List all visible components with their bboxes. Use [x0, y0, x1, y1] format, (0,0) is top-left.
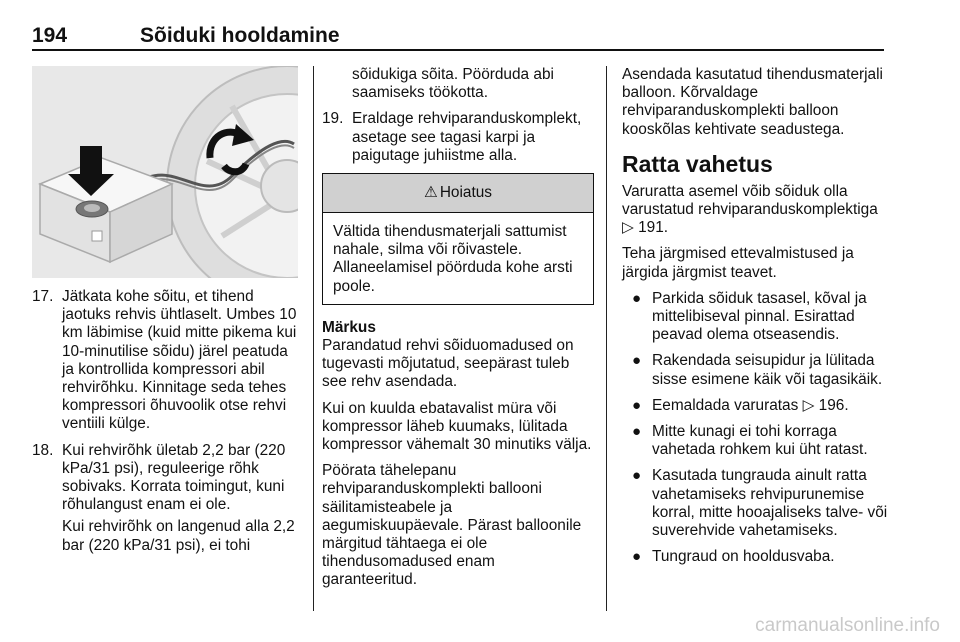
section-heading: Ratta vahetus	[622, 150, 773, 177]
bullet-icon: ●	[632, 548, 642, 566]
bullet-icon: ●	[632, 423, 642, 441]
step-text: Eraldage rehviparanduskomplekt, asetage see tagasi karpi ja paigutage juhiistme alla.	[352, 110, 582, 164]
step-19	[322, 110, 594, 165]
warning-icon: ⚠	[424, 183, 438, 201]
step-number: 19.	[322, 110, 344, 128]
wheel-change-para-2: Teha järgmised ettevalmistused ja järgida järgmist teavet.	[622, 245, 854, 281]
warning-box	[322, 173, 594, 305]
list-item	[622, 290, 892, 345]
list-item	[622, 548, 892, 566]
column-divider-1	[313, 66, 314, 611]
list-item	[622, 467, 892, 540]
watermark: carmanualsonline.info	[755, 615, 940, 636]
step-number: 17.	[32, 288, 54, 305]
bullet-text: Tungraud on hooldusvaba.	[652, 548, 835, 566]
note-paragraph-2: Kui on kuulda ebatavalist müra või kompressor läheb kuumaks, lülitada kompressor vähemalt 30 minutiks välja.	[322, 399, 592, 454]
bullet-icon: ●	[632, 396, 642, 414]
bullet-text: Rakendada seisupidur ja lülitada sisse esimene käik või tagasikäik.	[652, 352, 883, 388]
step-text: Kui rehvirõhk ületab 2,2 bar (220 kPa/31 psi), reguleerige rõhk sobivaks. Korrata toimingut, kuni rõhulangust enam ei ole.	[62, 441, 286, 514]
wheel-change-para-1: Varuratta asemel võib sõiduk olla varustatud rehviparanduskomplektiga ▷ 191.	[622, 182, 878, 237]
warning-header	[323, 174, 593, 213]
list-item	[622, 352, 892, 388]
bullet-text: Kasutada tungrauda ainult ratta vahetamiseks rehvipurunemise korral, mitte hooajaliseks talve- või suverehvide vahetamiseks.	[652, 467, 888, 540]
compressor-illustration-svg	[32, 66, 298, 278]
note-paragraph-1: Parandatud rehvi sõiduomadused on tugevasti mõjutatud, seepärast tuleb see rehv asendada.	[322, 337, 574, 391]
note-paragraph-3: Pöörata tähelepanu rehviparanduskomplekti ballooni säilitamisteabele ja aegumiskuupäevale. Pärast balloonile märgitud tähtaega ei ole tihendusomadused enam garanteeritud.	[322, 462, 582, 589]
step-text: Jätkata kohe sõitu, et tihend jaotuks rehvis ühtlaselt. Umbes 10 km läbimise (kuid mitte pikema kui 10-minutilise sõidu) järel peatuda ja kontrollida kompressori abil rehvirõhku. Kinnitage seda tehes kompressori õhuvoolik otse rehvi ventiili külge.	[62, 288, 297, 433]
warning-text: Vältida tihendusmaterjali sattumist nahale, silma või rõivastele. Allaneelamisel pöörduda kohe arsti poole.	[333, 223, 573, 295]
column-1	[32, 288, 304, 563]
header-divider	[32, 49, 884, 51]
tire-repair-kit-illustration	[32, 66, 298, 278]
bullet-icon: ●	[632, 467, 642, 485]
page-header	[32, 18, 884, 50]
step-number: 18.	[32, 441, 54, 459]
chapter-title: Sõiduki hooldamine	[140, 24, 340, 47]
step-17	[32, 288, 304, 434]
column-3	[622, 66, 892, 574]
column-divider-2	[606, 66, 607, 611]
warning-title: Hoiatus	[439, 183, 492, 201]
balloon-intro: Asendada kasutatud tihendusmaterjali balloon. Kõrvaldage rehviparanduskomplekti balloon kooskõlas kehtivate seadustega.	[622, 66, 883, 138]
page-number: 194	[32, 24, 68, 47]
bullet-text: Eemaldada varuratas ▷ 196.	[652, 396, 849, 414]
step-18	[32, 442, 304, 515]
bullet-icon: ●	[632, 289, 642, 307]
list-item	[622, 423, 892, 459]
step-18-extra: Kui rehvirõhk on langenud alla 2,2 bar (220 kPa/31 psi), ei tohi	[62, 518, 295, 554]
list-item	[622, 397, 892, 415]
note-title: Märkus	[322, 318, 376, 336]
column-2	[322, 66, 594, 598]
bullet-icon: ●	[632, 352, 642, 370]
bullet-text: Parkida sõiduk tasasel, kõval ja mittelibiseval pinnal. Esirattad peavad olema otseasendis.	[652, 289, 867, 344]
bullet-text: Mitte kunagi ei tohi korraga vahetada rohkem kui üht ratast.	[652, 423, 868, 459]
step-18-continuation: sõidukiga sõita. Pöörduda abi saamiseks töökotta.	[352, 66, 554, 102]
